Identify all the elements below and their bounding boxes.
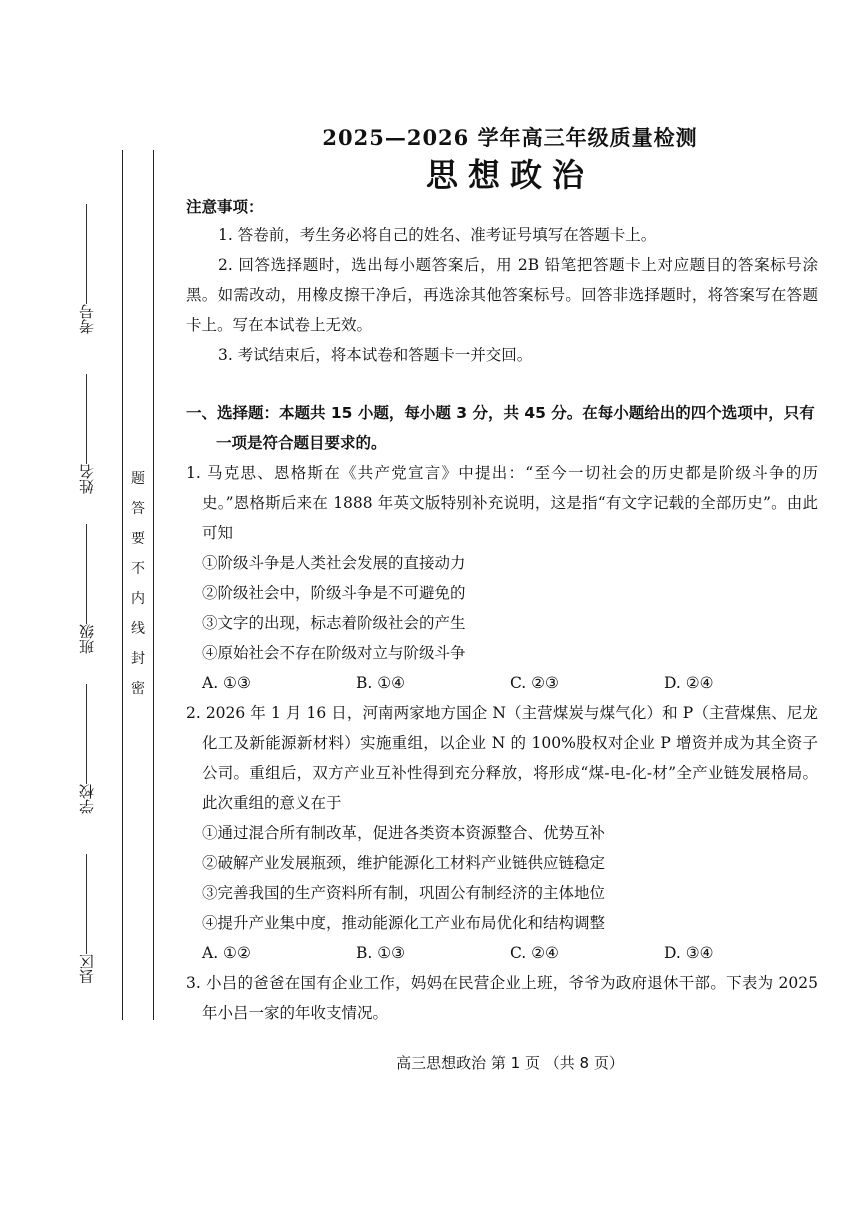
school-field[interactable]	[66, 680, 106, 814]
choice-a: A. ①②	[202, 944, 251, 962]
exam-content	[186, 194, 818, 1028]
exam-number-field[interactable]	[66, 200, 106, 334]
question-stem: 2. 2026 年 1 月 16 日，河南两家地方国企 N（主营煤炭与煤气化）和 P（主营煤焦、尼龙化工及新能源新材料）实施重组，以企业 N 的 100%股权对企业 P 增资并成为其全资子公司。重组后，双方产业互补性得到充分释放，将形成“煤-电-化-材”全产业链发展格局。此次重组的意义在于	[186, 704, 818, 812]
notice-item: 1. 答卷前，考生务必将自己的姓名、准考证号填写在答题卡上。	[218, 226, 657, 244]
section-heading: 一、选择题：本题共 15 小题，每小题 3 分，共 45 分。在每小题给出的四个选项中，只有 一项是符合题目要求的。	[186, 404, 815, 452]
page-footer: 高三思想政治 第 1 页 （共 8 页）	[396, 1054, 624, 1072]
statement-option: ③文字的出现，标志着阶级社会的产生	[202, 614, 466, 632]
class-label: 班级	[77, 624, 96, 654]
question-2	[186, 698, 818, 818]
question-3	[186, 968, 818, 1028]
choice-a: A. ①③	[202, 674, 251, 692]
name-field[interactable]	[66, 370, 106, 494]
seal-line-warning: 题 答 要 不 内 线 封 密	[131, 471, 145, 697]
exam-title: 2025—2026 学年高三年级质量检测	[322, 125, 698, 150]
notice-item: 2. 回答选择题时，选出每小题答案后，用 2B 铅笔把答题卡上对应题目的答案标号涂黑。如需改动，用橡皮擦干净后，再选涂其他答案标号。回答非选择题时，将答案写在答题卡上。写在本试卷上无效。	[186, 256, 818, 334]
question-stem: 3. 小吕的爸爸在国有企业工作，妈妈在民营企业上班，爷爷为政府退休干部。下表为 2025 年小吕一家的年收支情况。	[186, 974, 818, 1022]
name-label: 姓名	[77, 464, 96, 494]
choice-c: C. ②④	[510, 944, 559, 962]
notice-title: 注意事项：	[186, 198, 264, 216]
statement-option: ①阶级斗争是人类社会发展的直接动力	[202, 554, 466, 572]
answer-choices	[186, 938, 818, 968]
district-label: 县区	[77, 954, 96, 984]
binding-line-inner	[153, 150, 154, 1020]
statement-option: ④提升产业集中度，推动能源化工产业布局优化和结构调整	[202, 914, 606, 932]
statement-option: ②破解产业发展瓶颈，维护能源化工材料产业链供应链稳定	[202, 854, 606, 872]
school-label: 学校	[77, 784, 96, 814]
choice-d: D. ③④	[664, 944, 714, 962]
class-field[interactable]	[66, 520, 106, 654]
binding-line-outer	[122, 150, 123, 1020]
choice-b: B. ①③	[356, 944, 406, 962]
notice-item: 3. 考试结束后，将本试卷和答题卡一并交回。	[218, 346, 533, 364]
exam-number-label: 考号	[77, 304, 96, 334]
district-field[interactable]	[66, 850, 106, 984]
statement-option: ③完善我国的生产资料所有制，巩固公有制经济的主体地位	[202, 884, 606, 902]
choice-b: B. ①④	[356, 674, 406, 692]
choice-c: C. ②③	[510, 674, 559, 692]
statement-option: ①通过混合所有制改革，促进各类资本资源整合、优势互补	[202, 824, 606, 842]
statement-option: ②阶级社会中，阶级斗争是不可避免的	[202, 584, 466, 602]
choice-d: D. ②④	[664, 674, 714, 692]
statement-option: ④原始社会不存在阶级对立与阶级斗争	[202, 644, 466, 662]
question-1	[186, 458, 818, 548]
subject-title: 思想政治	[425, 156, 594, 194]
answer-choices	[186, 668, 818, 698]
question-stem: 1. 马克思、恩格斯在《共产党宣言》中提出：“至今一切社会的历史都是阶级斗争的历史。”恩格斯后来在 1888 年英文版特别补充说明，这是指“有文字记载的全部历史”。由此可知	[186, 464, 818, 542]
